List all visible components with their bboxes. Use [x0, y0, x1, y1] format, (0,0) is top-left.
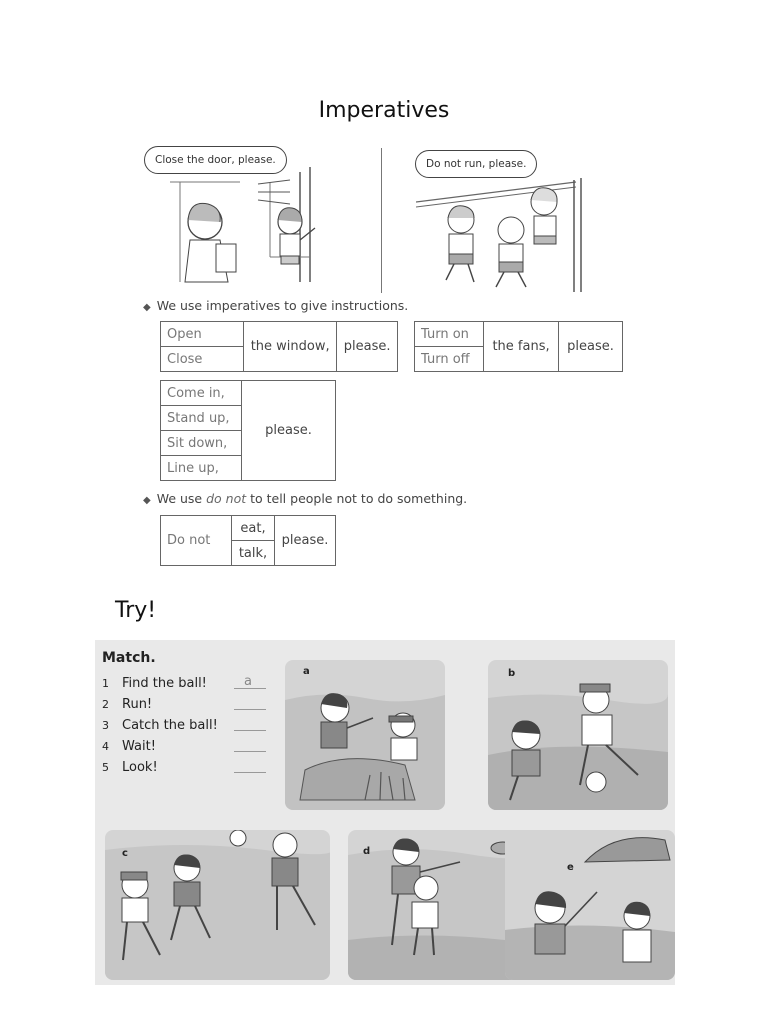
rule-imperatives: ◆ We use imperatives to give instructions. — [143, 298, 409, 313]
table-cell: Turn on — [415, 322, 484, 347]
speech-bubble-do-not-run: Do not run, please. — [415, 150, 537, 178]
table-cell: please. — [337, 322, 398, 372]
table-cell: please. — [559, 322, 623, 372]
table-cell: Line up, — [161, 456, 242, 481]
page-title: Imperatives — [318, 98, 450, 123]
table-come-stand-sit-line — [160, 380, 336, 481]
table-cell: Do not — [161, 516, 232, 566]
table-cell: Open — [161, 322, 244, 347]
bullet-diamond-icon: ◆ — [143, 495, 151, 506]
table-cell: eat, — [232, 516, 275, 541]
picture-b: b — [488, 660, 668, 810]
list-item: 4 Wait! — [102, 739, 218, 760]
table-open-close — [160, 321, 398, 372]
match-title: Match. — [102, 650, 156, 666]
list-item: 5 Look! — [102, 760, 218, 781]
list-item: 1 Find the ball! a — [102, 676, 218, 697]
table-cell: Turn off — [415, 347, 484, 372]
answer-blank[interactable] — [234, 751, 266, 752]
bullet-diamond-icon: ◆ — [143, 302, 151, 313]
table-cell: the fans, — [484, 322, 559, 372]
table-cell: talk, — [232, 541, 275, 566]
list-item: 2 Run! — [102, 697, 218, 718]
table-cell: Come in, — [161, 381, 242, 406]
table-turn-on-off — [414, 321, 623, 372]
table-cell: please. — [242, 381, 336, 481]
match-list — [102, 674, 252, 781]
picture-a: a — [285, 660, 445, 810]
table-cell: Sit down, — [161, 431, 242, 456]
table-cell: the window, — [244, 322, 337, 372]
section-title-try: Try! — [115, 598, 157, 623]
answer-blank[interactable] — [234, 688, 266, 689]
speech-bubble-close-door: Close the door, please. — [144, 146, 287, 174]
table-do-not — [160, 515, 336, 566]
picture-d: d — [348, 830, 523, 980]
list-item: 3 Catch the ball! — [102, 718, 218, 739]
picture-c: c — [105, 830, 330, 980]
rule-do-not: ◆ We use do not to tell people not to do something. — [143, 491, 468, 506]
illustration-divider — [381, 148, 382, 293]
table-cell: please. — [275, 516, 336, 566]
answer-blank[interactable] — [234, 772, 266, 773]
answer-text: a — [244, 674, 252, 689]
answer-blank[interactable] — [234, 709, 266, 710]
table-cell: Close — [161, 347, 244, 372]
table-cell: Stand up, — [161, 406, 242, 431]
answer-blank[interactable] — [234, 730, 266, 731]
picture-e: e — [505, 830, 675, 980]
